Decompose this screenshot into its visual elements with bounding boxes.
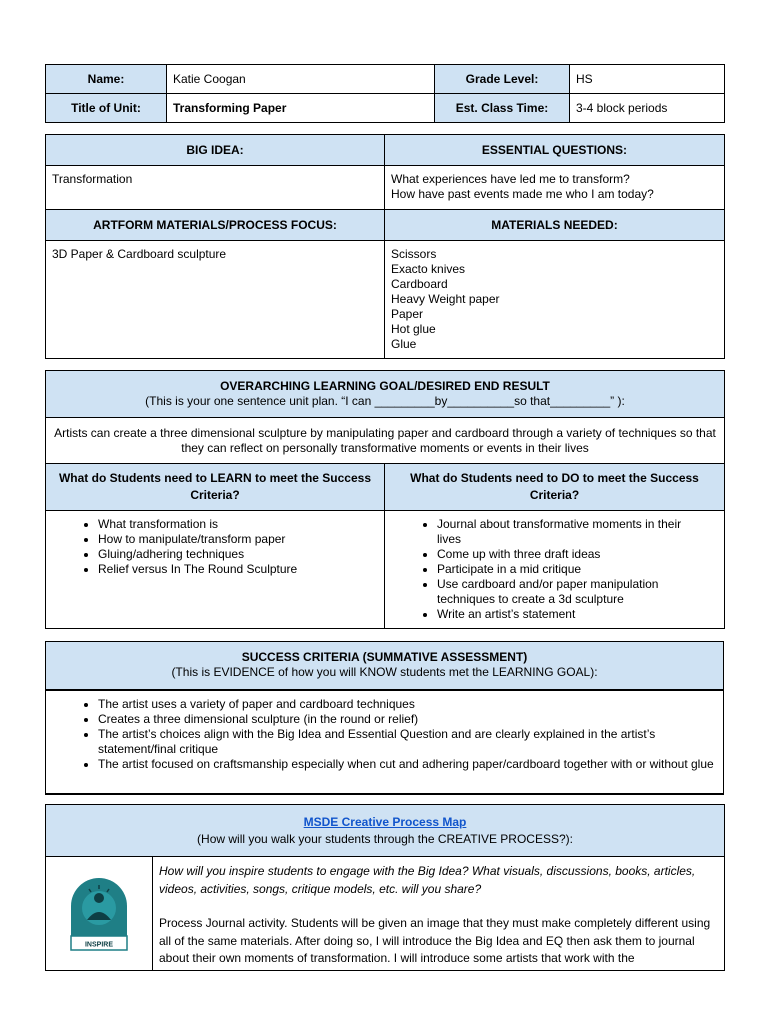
header-table (45, 64, 725, 123)
do-item: • Participate in a mid critique (437, 562, 704, 577)
materials-title: MATERIALS NEEDED: (385, 210, 725, 241)
success-item: • The artist focused on craftsmanship especially when cut and adhering paper/cardboard together with or without glue (98, 757, 715, 772)
creative-process-map-link[interactable]: MSDE Creative Process Map (303, 814, 467, 829)
name-label: Name: (46, 65, 167, 94)
essential-questions-title: ESSENTIAL QUESTIONS: (385, 135, 725, 166)
do-list (385, 517, 704, 622)
learn-item: • Relief versus In The Round Sculpture (98, 562, 384, 577)
essential-question: What experiences have led me to transform? (391, 172, 630, 186)
learning-goal-subtitle: (This is your one sentence unit plan. “I can _________by__________so that_________” ): (145, 394, 625, 408)
process-header (46, 805, 725, 857)
learn-list (46, 517, 384, 577)
materials-list (385, 241, 725, 359)
grade-value: HS (570, 65, 725, 94)
success-subtitle: (This is EVIDENCE of how you will KNOW students met the LEARNING GOAL): (171, 665, 598, 680)
material-item: Paper (391, 307, 424, 321)
success-list (46, 697, 715, 772)
do-item: • Use cardboard and/or paper manipulation techniques to create a 3d sculpture (437, 577, 704, 607)
success-criteria-table (45, 641, 724, 795)
unit-label: Title of Unit: (46, 94, 167, 123)
material-item: Scissors (391, 247, 437, 261)
material-item: Hot glue (391, 322, 436, 336)
essential-question: How have past events made me who I am today? (391, 187, 654, 201)
creative-process-table (45, 804, 725, 971)
process-subtitle: (How will you walk your students through the CREATIVE PROCESS?): (197, 831, 573, 846)
artform-value: 3D Paper & Cardboard sculpture (46, 241, 385, 359)
success-item: • The artist uses a variety of paper and cardboard techniques (98, 697, 715, 712)
do-item: • Come up with three draft ideas (437, 547, 704, 562)
success-item: • The artist’s choices align with the Big Idea and Essential Question and are clearly explained in the artist’s statement/final critique (98, 727, 715, 757)
success-title: SUCCESS CRITERIA (SUMMATIVE ASSESSMENT) (241, 650, 528, 665)
inspire-badge-label: INSPIRE (84, 941, 114, 948)
learn-list-cell (46, 511, 385, 629)
inspire-badge-icon (69, 876, 129, 952)
do-item: • Write an artist’s statement (437, 607, 704, 622)
learning-goal-header (46, 371, 725, 418)
do-item: • Journal about transformative moments in their lives (437, 517, 704, 547)
learn-item: • What transformation is (98, 517, 384, 532)
material-item: Exacto knives (391, 262, 466, 276)
time-label: Est. Class Time: (435, 94, 570, 123)
inspire-prompt: How will you inspire students to engage with the Big Idea? What visuals, discussions, books, articles, videos, activities, songs, critique models, etc. will you share? (159, 864, 696, 896)
learn-title: What do Students need to LEARN to meet the Success Criteria? (46, 464, 385, 511)
learning-goal-title: OVERARCHING LEARNING GOAL/DESIRED END RESULT (220, 379, 550, 393)
big-idea-title: BIG IDEA: (46, 135, 385, 166)
success-header (46, 642, 724, 690)
do-title: What do Students need to DO to meet the Success Criteria? (385, 464, 725, 511)
learning-goal-table (45, 370, 725, 629)
material-item: Cardboard (391, 277, 448, 291)
big-idea-table (45, 134, 725, 359)
grade-label: Grade Level: (435, 65, 570, 94)
unit-value: Transforming Paper (167, 94, 435, 123)
learning-goal-statement: Artists can create a three dimensional sculpture by manipulating paper and cardboard through a variety of techniques so that they can reflect on personally transformative moments or events in their lives (46, 418, 725, 464)
artform-title: ARTFORM MATERIALS/PROCESS FOCUS: (46, 210, 385, 241)
big-idea-value: Transformation (46, 166, 385, 210)
inspire-content (153, 857, 725, 971)
success-item: • Creates a three dimensional sculpture (in the round or relief) (98, 712, 715, 727)
essential-questions-list (385, 166, 725, 210)
name-value: Katie Coogan (167, 65, 435, 94)
do-list-cell (385, 511, 725, 629)
material-item: Glue (391, 337, 417, 351)
material-item: Heavy Weight paper (391, 292, 500, 306)
learn-item: • Gluing/adhering techniques (98, 547, 384, 562)
inspire-body: Process Journal activity. Students will be given an image that they must make completely different using all of the same materials. After doing so, I will introduce the Big Idea and EQ then ask them to journal about their own moments of transformation. I will introduce some artists that work with the (159, 916, 711, 965)
learn-item: • How to manipulate/transform paper (98, 532, 384, 547)
success-list-cell (46, 690, 724, 794)
inspire-badge-cell (46, 857, 153, 971)
time-value: 3-4 block periods (570, 94, 725, 123)
